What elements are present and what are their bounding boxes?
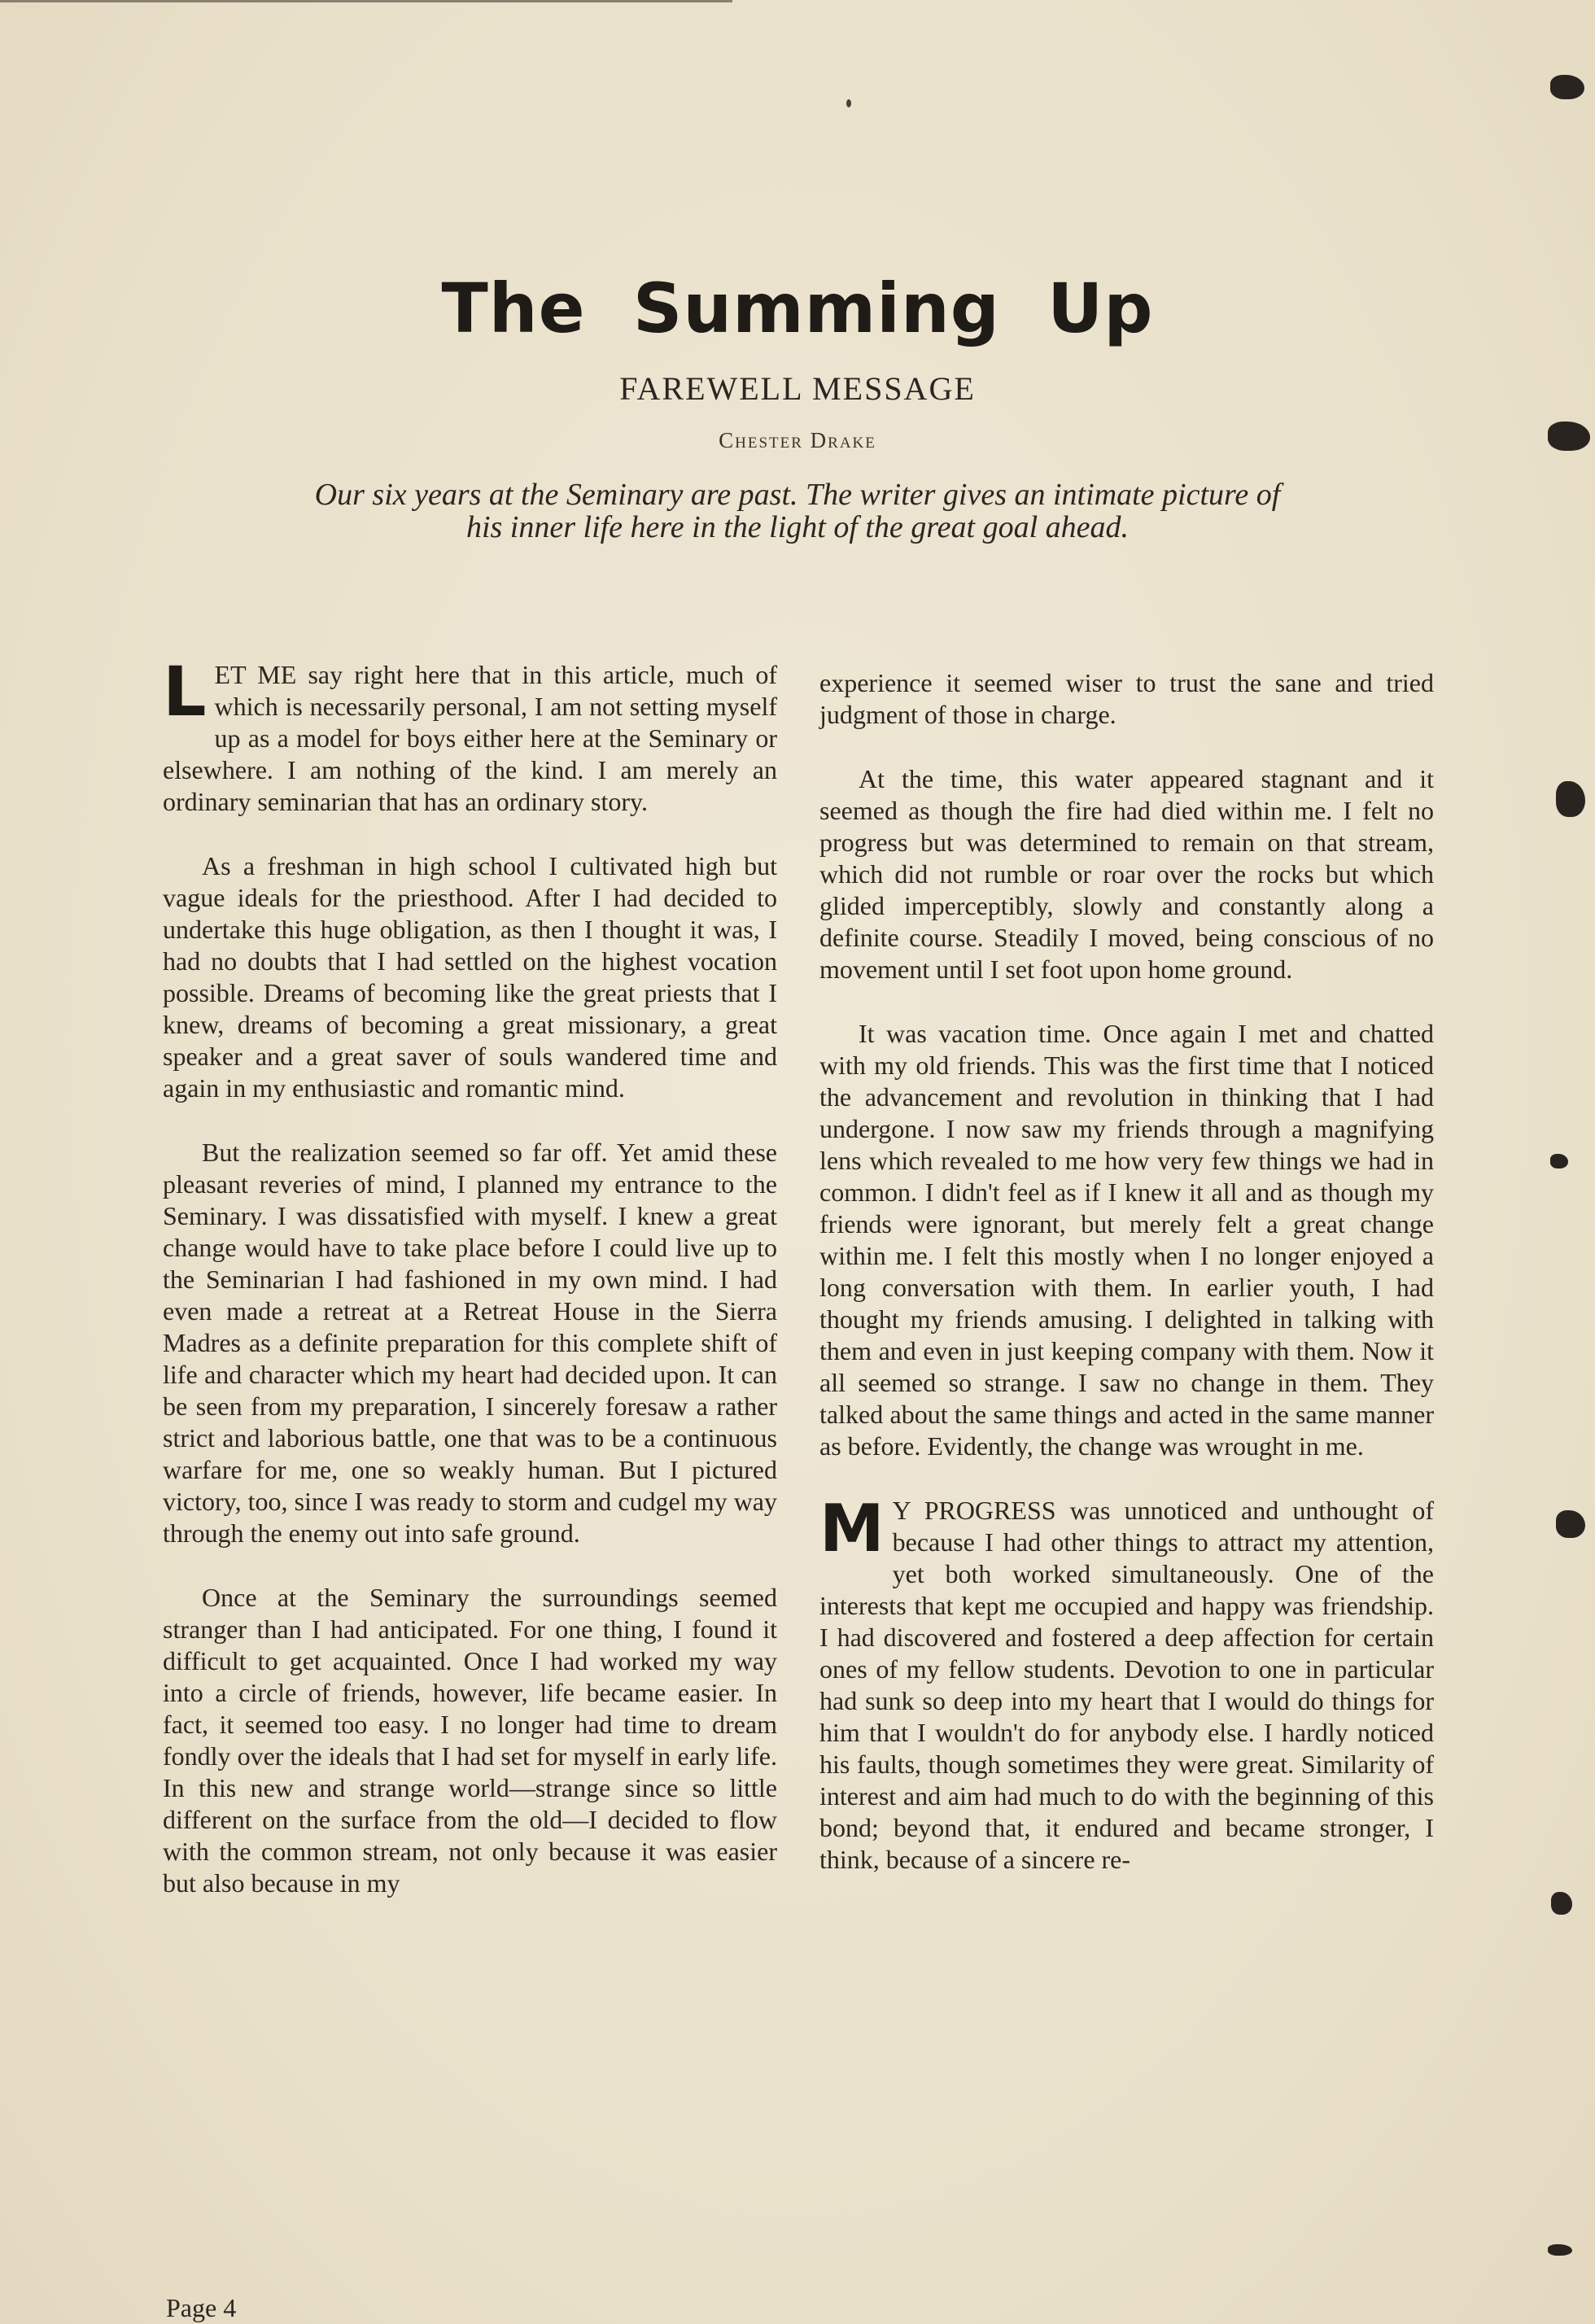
page-number: Page 4 bbox=[166, 2293, 237, 2322]
paragraph: experience it seemed wiser to trust the sane and tried judgment of those in charge. bbox=[819, 668, 1434, 729]
binding-hole-mark bbox=[1556, 1510, 1585, 1538]
paragraph bbox=[819, 1491, 1434, 1876]
top-edge-rule bbox=[0, 0, 732, 2]
binding-hole-mark bbox=[1548, 422, 1590, 451]
binding-hole-mark bbox=[1551, 1892, 1572, 1915]
paragraph-text: ET ME say right here that in this article, much of which is necessarily personal, I am not setting myself up as a model for boys either here at the Seminary or elsewhere. I am nothing of the kind. I am merely an ordinary seminarian that has an ordinary story. bbox=[163, 660, 777, 816]
binding-hole-mark bbox=[1550, 75, 1584, 99]
article-title: The Summing Up bbox=[441, 269, 1154, 348]
paragraph: It was vacation time. Once again I met and chatted with my old friends. This was the first time that I noticed the advancement and revolution in thinking that I had undergone. I now saw my friends through a magnifying lens which revealed to me how very few things we had in common. I didn't feel as if I knew it all and as though my friends were ignorant, but merely felt a great change within me. I felt this mostly when I no longer enjoyed a long conversation with them. In earlier youth, I had thought my friends amusing. I delighted in talking with them and even in just keeping company with them. Now it all seemed so strange. I saw no change in them. They talked about the same things and acted in the same manner as before. Evidently, the change was wrought in me. bbox=[819, 1019, 1434, 1461]
article-deck: Our six years at the Seminary are past. The writer gives an intimate picture of his inner life here in the light of the great goal ahead. bbox=[314, 478, 1281, 544]
binding-hole-mark bbox=[1550, 1154, 1568, 1169]
binding-hole-mark bbox=[1556, 781, 1585, 817]
author-byline: Chester Drake bbox=[719, 428, 876, 452]
paragraph: Once at the Seminary the surroundings seemed stranger than I had anticipated. For one thing, I found it difficult to get acquainted. Once I had worked my way into a circle of friends, however, life became easier. In fact, it seemed too easy. I no longer had time to dream fondly over the ideals that I had set for myself in early life. In this new and strange world—strange since so little different on the surface from the old—I decided to flow with the common stream, not only because it was easier but also because in my bbox=[163, 1583, 777, 1898]
paragraph: But the realization seemed so far off. Yet amid these pleasant reveries of mind, I planned my entrance to the Seminary. I was dissatisfied with myself. I knew a great change would have to take place before I could live up to the Seminarian I had fashioned in my own mind. I had even made a retreat at a Retreat House in the Sierra Madres as a definite preparation for this complete shift of life and character which my heart had decided upon. It can be seen from my preparation, I sincerely foresaw a rather strict and laborious battle, one that was to be a continuous warfare for me, one so weakly human. But I pictured victory, too, since I was ready to storm and cudgel my way through the enemy out into safe ground. bbox=[163, 1138, 777, 1548]
paragraph: At the time, this water appeared stagnant and it seemed as though the fire had died within me. I felt no progress but was determined to remain on that stream, which did not rumble or roar over the rocks but which glided imperceptibly, slowly and constantly along a definite course. Steadily I moved, being conscious of no movement until I set foot upon home ground. bbox=[819, 764, 1434, 984]
drop-cap: M bbox=[819, 1491, 885, 1566]
paragraph bbox=[163, 652, 777, 818]
binding-hole-mark bbox=[1548, 2244, 1572, 2256]
paragraph: As a freshman in high school I cultivated high but vague ideals for the priesthood. After I had decided to undertake this huge obligation, as then I thought it was, I had no doubts that I had settled on the highest vocation possible. Dreams of becoming like the great priests that I knew, dreams of becoming a great missionary, a great speaker and a great saver of souls wandered time and again in my enthusiastic and romantic mind. bbox=[163, 851, 777, 1103]
left-column bbox=[163, 652, 777, 1899]
ink-speck bbox=[846, 99, 851, 107]
paragraph-text: Y PROGRESS was unnoticed and unthought of because I had other things to attract my attention, yet both worked simultaneously. One of the interests that kept me occupied and happy was friendship. I had discovered and fostered a deep affection for certain ones of my fellow students. Devotion to one in particular had sunk so deep into my heart that I would do things for him that I wouldn't do for anybody else. I hardly noticed his faults, though sometimes they were great. Similarity of interest and aim had much to do with the beginning of this bond; beyond that, it endured and became stronger, I think, because of a sincere re- bbox=[819, 1496, 1434, 1874]
right-column bbox=[819, 667, 1434, 1876]
drop-cap: L bbox=[163, 652, 207, 732]
article-subtitle: FAREWELL MESSAGE bbox=[619, 370, 976, 407]
